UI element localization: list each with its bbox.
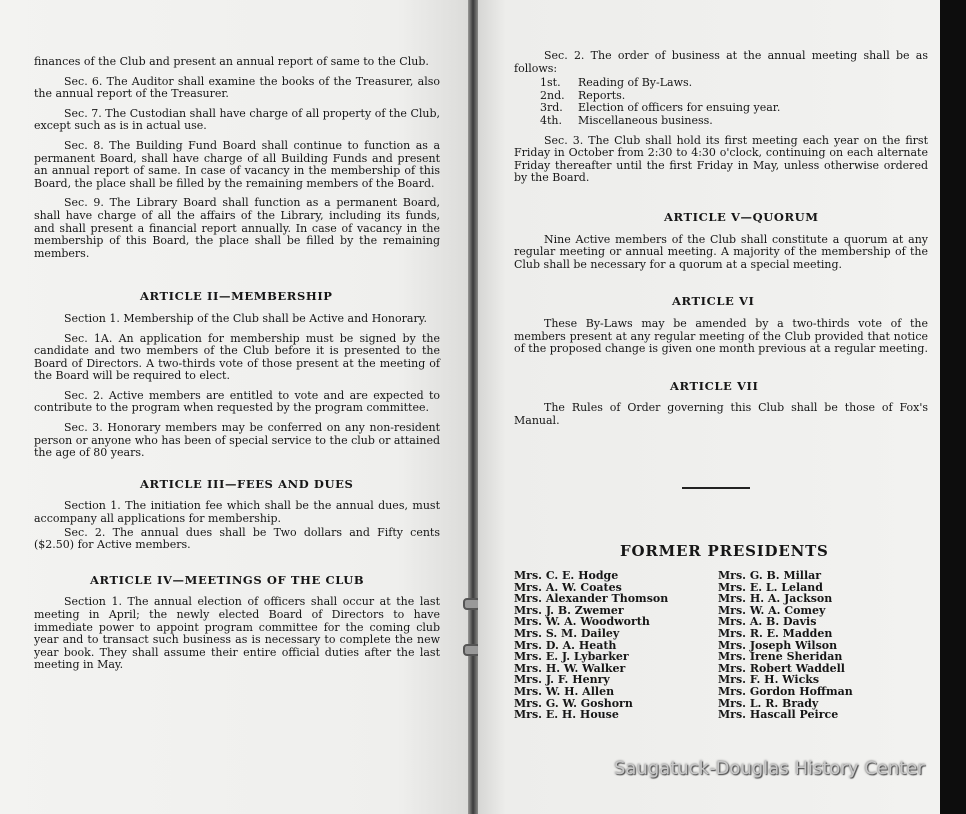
list-item: Mrs. F. H. Wicks (718, 673, 820, 687)
book-gutter (468, 0, 478, 814)
list-item: Mrs. J. F. Henry (514, 673, 610, 687)
paragraph: Sec. 2. The annual dues shall be Two dollars and Fifty cents ($2.50) for Active members. (34, 525, 440, 552)
presidents-column-2 (718, 570, 918, 721)
paragraph: Section 1. Membership of the Club shall be Active and Honorary. (64, 311, 427, 325)
paragraph: finances of the Club and present an annual report of same to the Club. (34, 55, 429, 68)
paragraph: Section 1. The initiation fee which shall be the annual dues, must accompany all applications for membership. (34, 499, 440, 526)
list-item: Mrs. R. E. Madden (718, 627, 833, 641)
article-heading: ARTICLE VII (670, 378, 759, 393)
list-item: Mrs. A. B. Davis (718, 615, 817, 629)
list-item: Mrs. H. A. Jackson (718, 592, 833, 606)
left-page (0, 0, 468, 814)
list-item: Mrs. C. E. Hodge (514, 569, 619, 583)
list-item: Mrs. G. W. Goshorn (514, 696, 633, 710)
former-presidents-list (514, 570, 928, 721)
right-column (514, 50, 928, 721)
list-item: Mrs. L. R. Brady (718, 696, 819, 710)
paragraph: Sec. 3. Honorary members may be conferred on any non-resident person or anyone who has been of special service to the club or attained the age of 80 years. (34, 421, 440, 460)
list-item: Mrs. Irene Sheridan (718, 650, 843, 664)
paragraph: Sec. 2. Active members are entitled to vote and are expected to contribute to the program when requested by the program committee. (34, 388, 440, 415)
left-column (34, 56, 440, 679)
divider (682, 487, 750, 489)
scan-edge (940, 0, 966, 814)
article-heading: ARTICLE II—MEMBERSHIP (140, 289, 333, 304)
list-item: Mrs. G. B. Millar (718, 569, 822, 583)
list-item: Mrs. S. M. Dailey (514, 627, 620, 641)
paragraph: Section 1. The annual election of officers shall occur at the last meeting in April; the newly elected Board of Directors to have immediate power to appoint program committee for the coming club year and to transact such business as is necessary to complete the new year book. They shall assume their entire official duties after the last meeting in May. (34, 595, 440, 672)
paragraph: Sec. 6. The Auditor shall examine the books of the Treasurer, also the annual report of the Treasurer. (34, 74, 440, 101)
list-item: Mrs. H. W. Walker (514, 661, 626, 675)
list-item: 4th. Miscellaneous business. (540, 113, 713, 127)
list-item: 3rd. Election of officers for ensuing year. (540, 101, 781, 115)
paragraph: Sec. 1A. An application for membership must be signed by the candidate and two members of the Club before it is presented to the Board of Directors. A two-thirds vote of those present at the meeting of the Board will be required to elect. (34, 331, 440, 383)
presidents-column-1 (514, 570, 718, 721)
article-heading: ARTICLE V—QUORUM (664, 209, 819, 224)
article-heading: ARTICLE IV—MEETINGS OF THE CLUB (90, 572, 365, 587)
article-heading: ARTICLE VI (672, 294, 755, 309)
order-of-business-list (514, 77, 928, 127)
paragraph: Nine Active members of the Club shall constitute a quorum at any regular meeting or annual meeting. A majority of the membership of the Club shall be necessary for a quorum at a special meeting. (514, 232, 928, 271)
article-heading: ARTICLE III—FEES AND DUES (140, 476, 354, 491)
paragraph: The Rules of Order governing this Club shall be those of Fox's Manual. (514, 401, 928, 427)
paragraph: Sec. 3. The Club shall hold its first meeting each year on the first Friday in October from 2:30 to 4:30 o'clock, continuing on each alternate Friday thereafter until the first Friday in May, unless otherwise ordered by the Board. (514, 133, 928, 185)
list-item: Mrs. W. A. Woodworth (514, 615, 650, 629)
list-item: Mrs. W. A. Comey (718, 603, 826, 617)
list-item: 2nd. Reports. (540, 88, 626, 102)
paragraph: Sec. 2. The order of business at the annual meeting shall be as follows: (514, 49, 928, 75)
list-item: Mrs. Robert Waddell (718, 661, 845, 675)
list-item: Mrs. Gordon Hoffman (718, 685, 853, 698)
list-item: Mrs. Joseph Wilson (718, 638, 838, 652)
list-item: Mrs. J. B. Zwemer (514, 603, 624, 617)
watermark: Saugatuck-Douglas History Center (614, 758, 925, 779)
list-item: 1st. Reading of By-Laws. (540, 76, 693, 90)
list-item: Mrs. W. H. Allen (514, 685, 615, 698)
list-item: Mrs. E. H. House (514, 708, 619, 722)
list-item: Mrs. Alexander Thomson (514, 592, 669, 606)
paragraph: Sec. 9. The Library Board shall function as a permanent Board, shall have charge of all the affairs of the Library, including its funds, and shall present a financial report annually. In case of vacancy in the membership of this Board, the place shall be filled by the remaining members. (34, 196, 440, 260)
former-presidents-heading: FORMER PRESIDENTS (620, 542, 829, 561)
list-item: Mrs. E. L. Leland (718, 580, 823, 594)
paragraph: These By-Laws may be amended by a two-thirds vote of the members present at any regular meeting of the Club provided that notice of the proposed change is given one month previous at a regular meeting. (514, 316, 928, 356)
list-item: Mrs. Hascall Peirce (718, 708, 839, 722)
list-item: Mrs. E. J. Lybarker (514, 650, 629, 664)
paragraph: Sec. 7. The Custodian shall have charge of all property of the Club, except such as is in actual use. (34, 106, 440, 133)
list-item: Mrs. A. W. Coates (514, 580, 622, 594)
paragraph: Sec. 8. The Building Fund Board shall continue to function as a permanent Board, shall have charge of all Building Funds and present an annual report of same. In case of vacancy in the membership of this Board, the place shall be filled by the remaining members of the Board. (34, 138, 440, 190)
list-item: Mrs. D. A. Heath (514, 638, 617, 652)
